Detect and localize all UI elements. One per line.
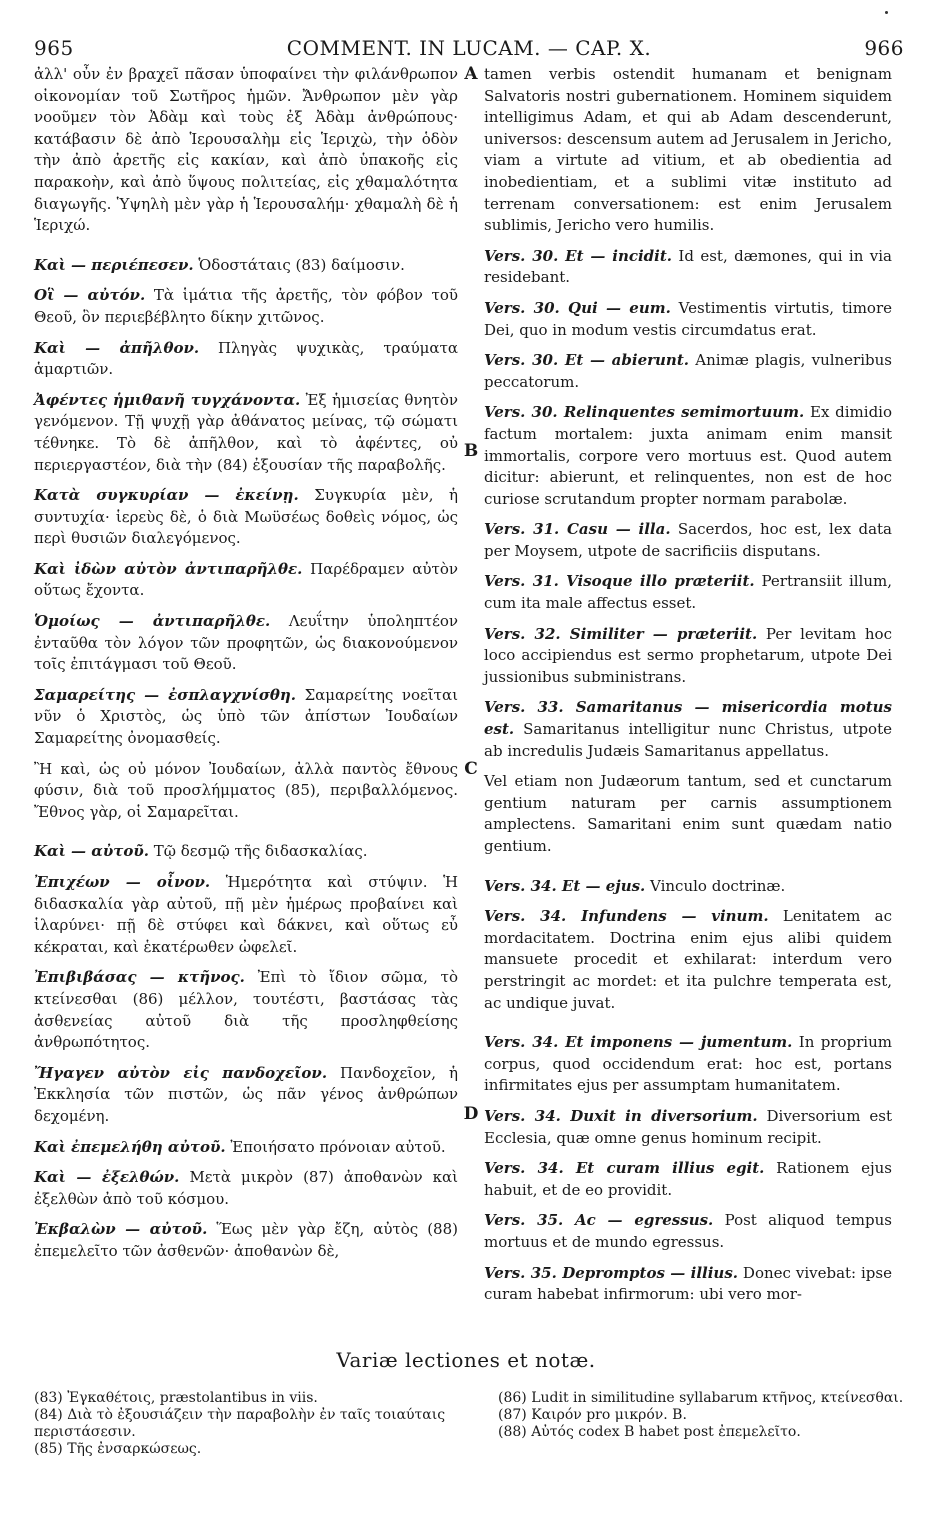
speck-mark [885, 11, 888, 14]
greek-lemma: Ὁμοίως — ἀντιπαρῆλθε. [34, 612, 271, 631]
greek-lemma: Ἐκβαλὼν — αὐτοῦ. [34, 1220, 208, 1239]
greek-paragraph [34, 685, 458, 750]
latin-paragraph [484, 246, 892, 289]
latin-text: Vel etiam non Judæorum tantum, sed et cunctarum gentium naturam per carnis assumptionem amplectens. Samaritani enim sunt quædam natio gentium. [484, 772, 892, 855]
latin-lemma: Vers. 30. Et — incidit. [484, 246, 673, 265]
footnote: (83) Ἐγκαθέτοις, præstolantibus in viis. [34, 1390, 318, 1406]
running-header [34, 36, 904, 62]
greek-text: Παρέδραμεν αὐτὸν οὕτως ἔχοντα. [34, 559, 458, 600]
latin-paragraph [484, 1032, 892, 1097]
greek-text: Ἕως μὲν γὰρ ἔζη, αὐτὸς (88) ἐπεμελεῖτο τῶν ἀσθενῶν· ἀποθανὼν δὲ, [34, 1220, 458, 1260]
running-head-title: COMMENT. IN LUCAM. — CAP. X. [286, 36, 652, 60]
latin-text: Post aliquod tempus mortuus et de mundo egressus. [484, 1211, 892, 1251]
latin-text: Donec vivebat: ipse curam habebat infirmorum: ubi vero mor- [484, 1263, 892, 1304]
page-number-right: 966 [864, 36, 904, 60]
greek-text: Ἐξ ἡμισείας θνητὸν γενόμενον. Τῇ ψυχῇ γὰρ ἀθάνατος μείνας, τῷ σώματι τέθνηκε. Τὸ δὲ ἀπῆλθον, καὶ τὸ ἀφέντες, οὐ περιεργαστέον, διὰ τὴν (84) ἐξουσίαν τῆς παραβολῆς. [34, 390, 458, 474]
greek-text: Ἢ καὶ, ὡς οὐ μόνον Ἰουδαίων, ἀλλὰ παντὸς ἔθνους φύσιν, διὰ τοῦ προσλήμματος (85), περιβαλλόμενος. Ἔθνος γὰρ, οἱ Σαμαρεῖται. [34, 759, 458, 821]
latin-paragraph [484, 64, 892, 237]
latin-paragraph [484, 298, 892, 341]
latin-lemma: Vers. 34. Et curam illius egit. [484, 1159, 765, 1178]
section-marker-d: D [463, 1104, 479, 1124]
latin-text: Sacerdos, hoc est, lex data per Moysem, utpote de sacrificiis disputans. [484, 520, 893, 560]
latin-lemma: Vers. 31. Visoque illo præteriit. [484, 572, 755, 591]
latin-text: Animæ plagis, vulneribus peccatorum. [484, 351, 892, 391]
section-marker-a: A [464, 64, 478, 84]
greek-paragraph [34, 611, 458, 676]
footnote: (85) Τῆς ἐνσαρκώσεως. [34, 1441, 202, 1457]
latin-paragraph [484, 1263, 892, 1306]
notes-right-column [498, 1390, 908, 1441]
latin-text: Rationem ejus habuit, et de eo providit. [484, 1159, 892, 1199]
greek-text: Ἐποιήσατο πρόνοιαν αὐτοῦ. [225, 1137, 446, 1156]
greek-text: Ὁδοστάταις (83) δαίμοσιν. [193, 255, 405, 274]
latin-lemma: Vers. 30. Et — abierunt. [484, 351, 689, 370]
greek-lemma: Κατὰ συγκυρίαν — ἐκείνῃ. [34, 486, 299, 505]
greek-text: Τῷ δεσμῷ τῆς διδασκαλίας. [148, 842, 368, 861]
latin-lemma: Vers. 34. Infundens — vinum. [484, 907, 769, 926]
latin-text: Per levitam hoc loco accipiendus est sermo prophetarum, utpote Dei jussionibus subministrans. [484, 624, 892, 686]
greek-text: Πληγὰς ψυχικὰς, τραύματα ἁμαρτιῶν. [34, 338, 458, 379]
greek-text: Πανδοχεῖον, ἡ Ἐκκλησία τῶν πιστῶν, ὡς πᾶν γένος ἀνθρώπων δεχομένη. [34, 1063, 458, 1125]
latin-paragraph [484, 1210, 892, 1253]
latin-paragraph [484, 906, 892, 1014]
latin-lemma: Vers. 35. Depromptos — illius. [484, 1263, 739, 1282]
latin-lemma: Vers. 30. Qui — eum. [484, 298, 671, 317]
greek-lemma: Καὶ — αὐτοῦ. [34, 842, 149, 861]
greek-paragraph [34, 872, 458, 958]
latin-column [484, 64, 892, 1315]
greek-text: ἀλλ' οὖν ἐν βραχεῖ πᾶσαν ὑποφαίνει τὴν φιλάνθρωπον οἰκονομίαν τοῦ Σωτῆρος ἡμῶν. Ἄνθρωπον μὲν γὰρ νοοῦμεν τὸν Ἀδὰμ καὶ τοὺς ἐξ Ἀδὰμ ἀνθρώπους· κατάβασιν δὲ ἀπὸ Ἱερουσαλὴμ εἰς Ἱεριχὼ, τὴν ὁδὸν τὴν ἀπὸ ἀρετῆς εἰς κακίαν, καὶ ἀπὸ ὑπακοῆς εἰς παρακοὴν, καὶ ἀπὸ ὕψους πολιτείας, εἰς χθαμαλότητα διαγωγῆς. Ὑψηλὴ μὲν γὰρ ἡ Ἱερουσαλήμ· χθαμαλὴ δὲ ἡ Ἱεριχώ. [34, 65, 458, 235]
greek-paragraph [34, 841, 458, 863]
latin-text: Pertransiit illum, cum ita male affectus esset. [484, 572, 892, 613]
notes-left-column [34, 1390, 464, 1458]
latin-paragraph [484, 402, 892, 510]
greek-paragraph [34, 759, 458, 824]
greek-paragraph [34, 1167, 458, 1210]
latin-paragraph [484, 1106, 892, 1149]
latin-text: Ex dimidio factum mortalem: juxta animam enim mansit immortalis, corpore vero mortuus est. Quod autem dicitur: abierunt, et relinquentes, non est de hoc curiose scrutandum propter normam parabolæ. [484, 403, 893, 508]
greek-text: Ἡμερότητα καὶ στύψιν. Ἡ διδασκαλία γὰρ αὐτοῦ, πῇ μὲν ἡμέρως προβαίνει καὶ ἱλαρύνει· πῇ δὲ στύφει καὶ δάκνει, καὶ οὕτως εὖ κέκραται, καὶ ἑκατέρωθεν ὠφελεῖ. [34, 873, 458, 956]
latin-lemma: Vers. 33. Samaritanus — misericordia motus est. [484, 698, 892, 739]
greek-paragraph [34, 1219, 458, 1262]
latin-text: Id est, dæmones, qui in via residebant. [484, 246, 892, 287]
greek-text: Λευΐτην ὑποληπτέον ἐνταῦθα τὸν λόγον τῶν προφητῶν, ὡς διακονούμενον τοῖς ἐπιτάγμασι τοῦ Θεοῦ. [34, 612, 458, 674]
greek-lemma: Ἐπιχέων — οἶνον. [34, 873, 211, 891]
greek-text: Μετὰ μικρὸν (87) ἀποθανὼν καὶ ἐξελθὼν ἀπὸ τοῦ κόσμου. [34, 1168, 458, 1208]
greek-lemma: Οἳ — αὐτόν. [34, 286, 146, 305]
latin-paragraph [484, 571, 892, 614]
greek-paragraph [34, 967, 458, 1053]
notes-title: Variæ lectiones et notæ. [336, 1348, 596, 1372]
latin-lemma: Vers. 31. Casu — illa. [484, 520, 671, 539]
greek-lemma: Καὶ ἐπεμελήθη αὐτοῦ. [34, 1137, 226, 1156]
latin-text: tamen verbis ostendit humanam et benignam Salvatoris nostri gubernationem. Hominem siquidem intelligimus Adam, et qui ab Adam descenderunt, universos: descensum autem ad Jerusalem in Jericho, viam a virtute ad vitium, et ab obedientia ad inobedientiam, et a sublimi vitæ instituto ad terrenam conversationem: est enim Jerusalem sublimis, Jericho vero humilis. [484, 65, 892, 235]
greek-paragraph [34, 255, 458, 277]
footnote: (87) Καιρόν pro μικρόν. B. [498, 1407, 687, 1423]
latin-lemma: Vers. 34. Et — ejus. [484, 876, 646, 895]
latin-text: Diversorium est Ecclesia, quæ omne genus hominum recipit. [484, 1106, 892, 1147]
greek-text: Τὰ ἱμάτια τῆς ἀρετῆς, τὸν φόβον τοῦ Θεοῦ, ὃν περιεβέβλητο δίκην χιτῶνος. [34, 286, 458, 326]
latin-lemma: Vers. 30. Relinquentes semimortuum. [484, 403, 805, 422]
greek-paragraph [34, 285, 458, 328]
latin-paragraph [484, 1158, 892, 1201]
greek-paragraph [34, 559, 458, 602]
latin-text: In proprium corpus, quod occidendum erat: hoc est, portans infirmitates ejus per assumptam humanitatem. [484, 1033, 892, 1095]
latin-paragraph [484, 624, 892, 689]
footnote: (84) Διὰ τὸ ἐξουσιάζειν τὴν παραβολὴν ἐν ταῖς τοιαύταις περιστάσεσιν. [34, 1407, 446, 1440]
latin-text: Vinculo doctrinæ. [645, 876, 786, 895]
greek-paragraph [34, 485, 458, 550]
latin-paragraph [484, 876, 892, 898]
greek-paragraph [34, 338, 458, 381]
latin-text: Lenitatem ac mordacitatem. Doctrina enim ejus alibi quidem mansuete procedit et exhilarat: interdum vero perstringit ac mordet: et ita pulchre temperata est, ac undique juvat. [484, 907, 892, 1012]
greek-lemma: Ἐπιβιβάσας — κτῆνος. [34, 968, 245, 987]
footnote: (86) Ludit in similitudine syllabarum κτῆνος, κτείνεσθαι. [498, 1390, 904, 1406]
latin-lemma: Vers. 34. Duxit in diversorium. [484, 1106, 758, 1125]
greek-lemma: Καὶ — περιέπεσεν. [34, 255, 194, 274]
section-marker-c: C [464, 759, 478, 779]
greek-paragraph [34, 1137, 458, 1159]
greek-paragraph [34, 1063, 458, 1128]
greek-paragraph [34, 390, 458, 476]
greek-lemma: Καὶ — ἐξελθών. [34, 1168, 180, 1187]
greek-text: Συγκυρία μὲν, ἡ συντυχία· ἱερεὺς δὲ, ὁ διὰ Μωϋσέως δοθεὶς νόμος, ὡς περὶ θυσιῶν διαλεγόμενος. [34, 486, 458, 548]
latin-paragraph [484, 519, 892, 562]
latin-text: Samaritanus intelligitur nunc Christus, utpote ab incredulis Judæis Samaritanus appellatus. [484, 720, 892, 760]
greek-lemma: Ἀφέντες ἡμιθανῆ τυγχάνοντα. [34, 390, 301, 409]
latin-lemma: Vers. 35. Ac — egressus. [484, 1211, 714, 1230]
section-marker-b: B [463, 441, 479, 461]
footnote: (88) Αὐτός codex B habet post ἐπεμελεῖτο. [498, 1424, 801, 1440]
latin-paragraph [484, 697, 892, 762]
greek-text: Ἐπὶ τὸ ἴδιον σῶμα, τὸ κτείνεσθαι (86) μέλλον, τουτέστι, βαστάσας τὰς ἀσθενείας αὐτοῦ διὰ τῆς προσληφθείσης ἀνθρωπότητος. [34, 968, 459, 1052]
greek-lemma: Σαμαρείτης — ἐσπλαγχνίσθη. [34, 685, 297, 704]
latin-paragraph [484, 350, 892, 393]
latin-text: Vestimentis virtutis, timore Dei, quo in modum vestis circumdatus erat. [484, 298, 893, 339]
latin-lemma: Vers. 32. Similiter — præteriit. [484, 624, 758, 643]
latin-lemma: Vers. 34. Et imponens — jumentum. [484, 1033, 793, 1052]
greek-paragraph [34, 64, 458, 237]
greek-column [34, 64, 458, 1272]
greek-lemma: Καὶ — ἀπῆλθον. [34, 338, 200, 357]
greek-text: Σαμαρείτης νοεῖται νῦν ὁ Χριστὸς, ὡς ὑπὸ τῶν ἀπίστων Ἰουδαίων Σαμαρείτης ὀνομασθείς. [34, 685, 458, 748]
page-number-left: 965 [34, 36, 74, 60]
latin-paragraph [484, 771, 892, 857]
greek-lemma: Καὶ ἰδὼν αὐτὸν ἀντιπαρῆλθε. [34, 559, 303, 578]
greek-lemma: Ἤγαγεν αὐτὸν εἰς πανδοχεῖον. [34, 1063, 328, 1082]
